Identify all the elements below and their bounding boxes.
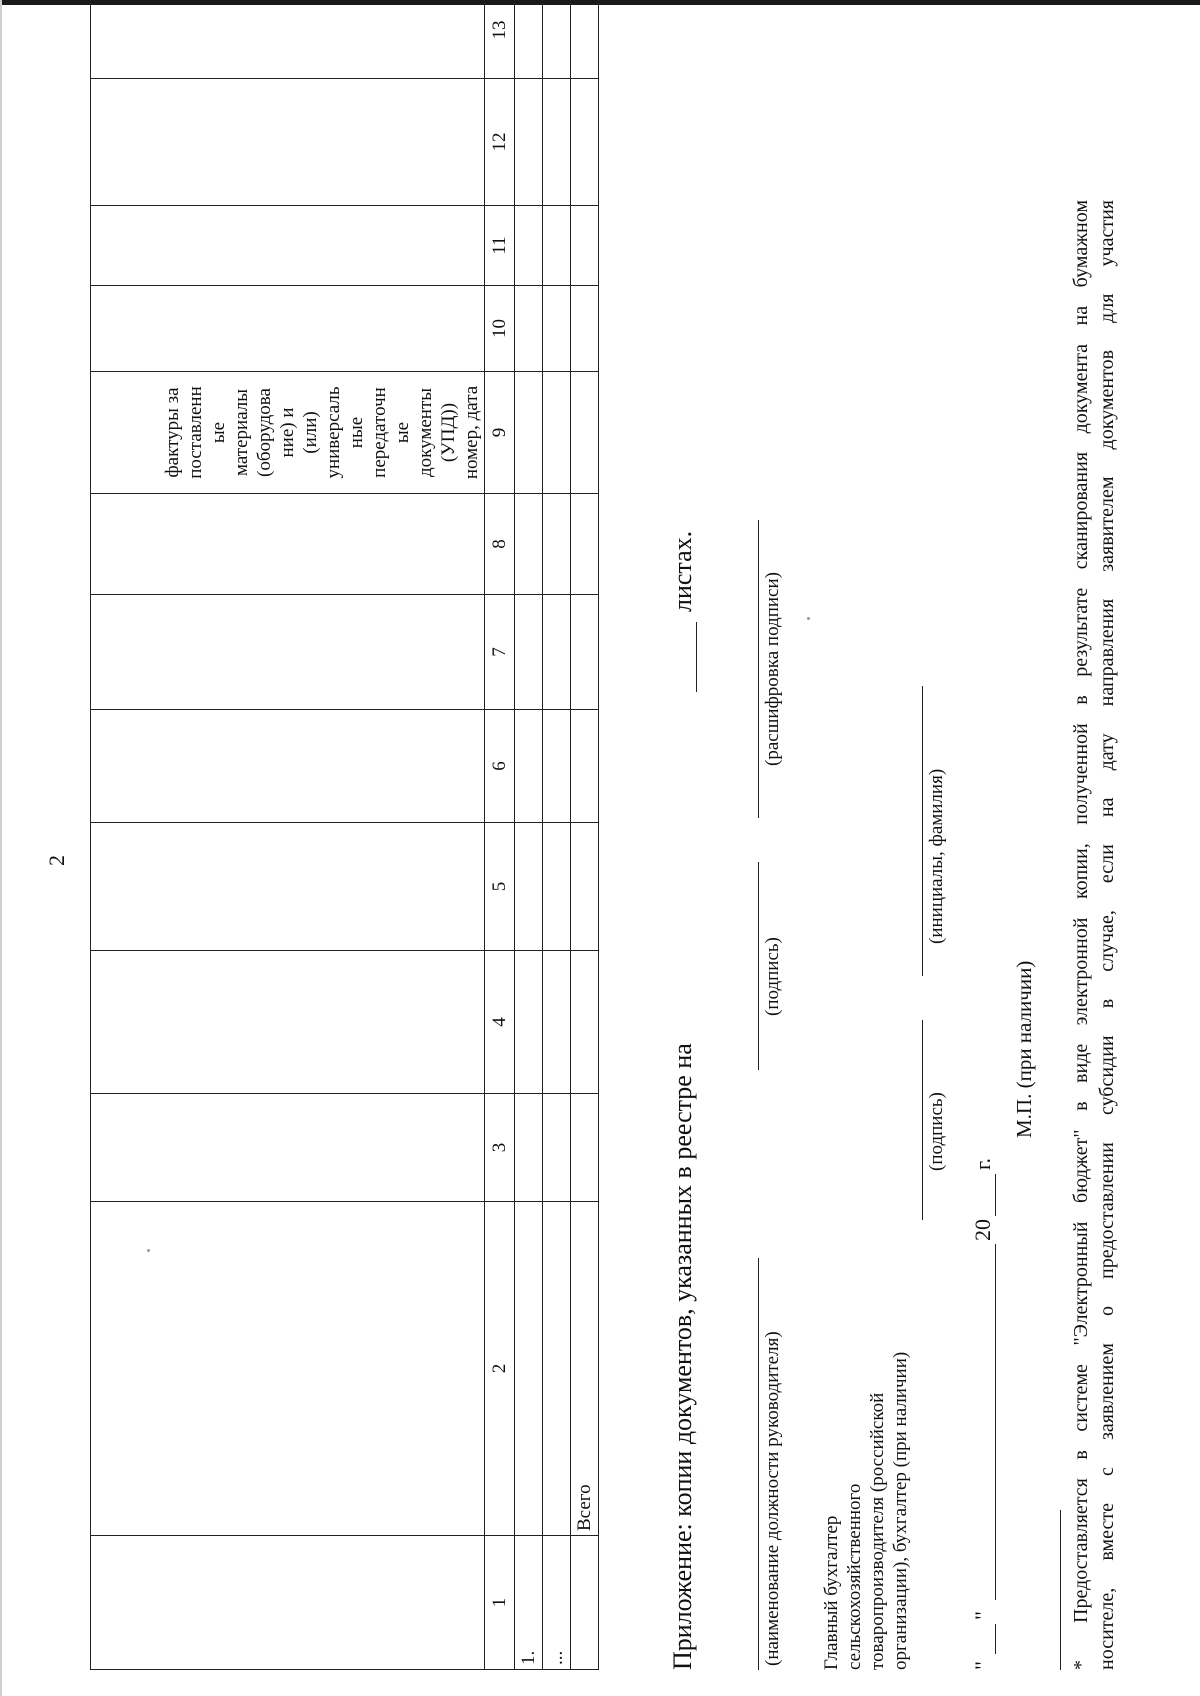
accountant-name-caption: (инициалы, фамилия) [926,768,947,944]
footnote-line-1 [1068,200,1094,1670]
head-signature-line [758,862,759,1070]
header-line: документы [415,387,436,478]
row-cell [543,1202,571,1536]
header-line: ые [392,421,413,444]
row-number [571,1536,599,1670]
date-quote-open: " [970,1661,995,1670]
column-number: 4 [485,951,515,1094]
header-cell-9 [91,372,485,494]
date-year-suffix: г. [970,1157,995,1170]
column-number: 13 [485,0,515,79]
footnote-marker: * [1070,1660,1092,1670]
date-month-line [995,1244,996,1600]
header-line: поставленн [185,386,206,479]
header-cell-12 [91,79,485,206]
header-line: материалы [231,388,252,477]
table-row [515,0,543,1670]
table-row-total [571,0,599,1670]
total-label: Всего [571,1202,599,1536]
header-cell-7 [91,595,485,710]
header-line: ние) и [277,407,298,458]
footnote-text-1: Предоставляется в системе "Электронный бюджет" в виде электронной копии, полученной в результате сканирования документа на бумажном [1070,200,1092,1623]
column-number: 9 [485,372,515,494]
header-cell-8 [91,494,485,595]
page-number: 2 [44,855,69,866]
registry-table [90,0,599,1670]
header-line: передаточн [369,387,390,478]
header-line: номер, дата [461,385,482,480]
header-cell-13 [91,0,485,79]
date-year-line [995,1174,996,1216]
header-cell-11 [91,206,485,286]
head-transcript-line [758,520,759,818]
header-line: ные [346,416,367,449]
table-header-row [91,0,485,1670]
column-number: 11 [485,206,515,286]
header-cell-6 [91,710,485,823]
row-number: 1. [515,1536,543,1670]
header-cell-10 [91,286,485,372]
header-cell-2 [91,1202,485,1536]
column-number: 7 [485,595,515,710]
column-number: 12 [485,79,515,206]
accountant-name-line [922,686,923,976]
column-number: 5 [485,823,515,951]
column-number: 3 [485,1094,515,1202]
column-number: 8 [485,494,515,595]
head-position-line [758,1258,759,1670]
column-number: 6 [485,710,515,823]
accountant-signature-caption: (подпись) [926,1092,947,1171]
footnote-separator [1060,1510,1061,1670]
appendix-suffix: листах. [668,530,697,612]
accountant-line: сельскохозяйственного [844,1483,865,1670]
header-cell-5 [91,823,485,951]
date-century: 20 [970,1219,995,1241]
header-line: универсаль [323,386,344,479]
table-row [543,0,571,1670]
accountant-line: товаропроизводителя (российской [867,1392,888,1670]
column-number-row [485,0,515,1670]
accountant-signature-line [922,1020,923,1220]
column-number: 1 [485,1536,515,1670]
header-line: (оборудова [254,388,275,477]
column-number: 10 [485,286,515,372]
stamp-placeholder: М.П. (при наличии) [1012,960,1036,1138]
footnote [1068,200,1120,1670]
header-line: фактуры за [162,387,183,478]
accountant-line: организации), бухгалтер (при наличии) [890,1351,911,1670]
row-number: ... [543,1536,571,1670]
appendix-prefix: Приложение: копии документов, указанных в реестре на [668,1043,697,1670]
header-cell-3 [91,1094,485,1202]
head-position-caption: (наименование должности руководителя) [762,1331,783,1666]
header-line: (УПД)) [438,402,459,463]
header-cell-4 [91,951,485,1094]
header-line: (или) [300,411,321,454]
accountant-title [820,1352,912,1670]
row-cell [515,1202,543,1536]
date-day-line [995,1624,996,1654]
column-number: 2 [485,1202,515,1536]
head-transcript-caption: (расшифровка подписи) [762,572,783,766]
footnote-line-2: носителе, вместе с заявлением о предоставлении субсидии в случае, если на дату направления заявителем документов для участия [1096,200,1118,1670]
appendix-text [668,1043,698,1670]
accountant-line: Главный бухгалтер [821,1515,842,1670]
sheets-count-blank [696,622,697,692]
date-quote-close: " [970,1611,995,1620]
head-signature-caption: (подпись) [762,937,783,1016]
header-line: ые [208,421,229,444]
header-cell-1 [91,1536,485,1670]
